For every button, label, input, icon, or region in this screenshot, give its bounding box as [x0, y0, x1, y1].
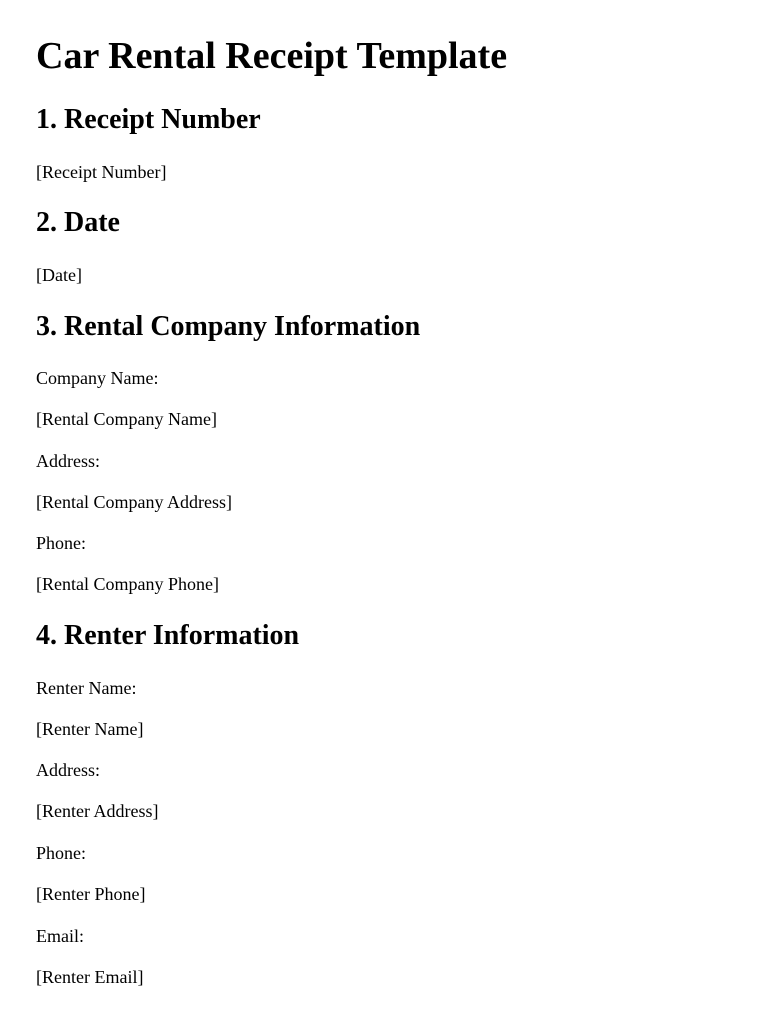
section-heading-date: 2. Date: [36, 207, 120, 238]
company-address-value: [Rental Company Address]: [36, 492, 232, 512]
company-address-label: Address:: [36, 451, 100, 471]
company-name-label: Company Name:: [36, 368, 159, 388]
company-phone-label: Phone:: [36, 533, 87, 553]
company-name-value: [Rental Company Name]: [36, 409, 217, 429]
renter-address-label: Address:: [36, 760, 100, 780]
renter-name-label: Renter Name:: [36, 678, 137, 698]
renter-phone-value: [Renter Phone]: [36, 884, 146, 904]
date-value: [Date]: [36, 265, 82, 285]
renter-address-value: [Renter Address]: [36, 801, 159, 821]
renter-email-value: [Renter Email]: [36, 967, 144, 987]
section-heading-renter: 4. Renter Information: [36, 620, 300, 651]
section-heading-receipt-number: 1. Receipt Number: [36, 104, 261, 135]
section-heading-rental-company: 3. Rental Company Information: [36, 311, 421, 342]
renter-name-value: [Renter Name]: [36, 719, 144, 739]
page-title: Car Rental Receipt Template: [36, 35, 508, 77]
renter-email-label: Email:: [36, 926, 84, 946]
company-phone-value: [Rental Company Phone]: [36, 574, 219, 594]
renter-phone-label: Phone:: [36, 843, 87, 863]
receipt-number-value: [Receipt Number]: [36, 162, 167, 182]
